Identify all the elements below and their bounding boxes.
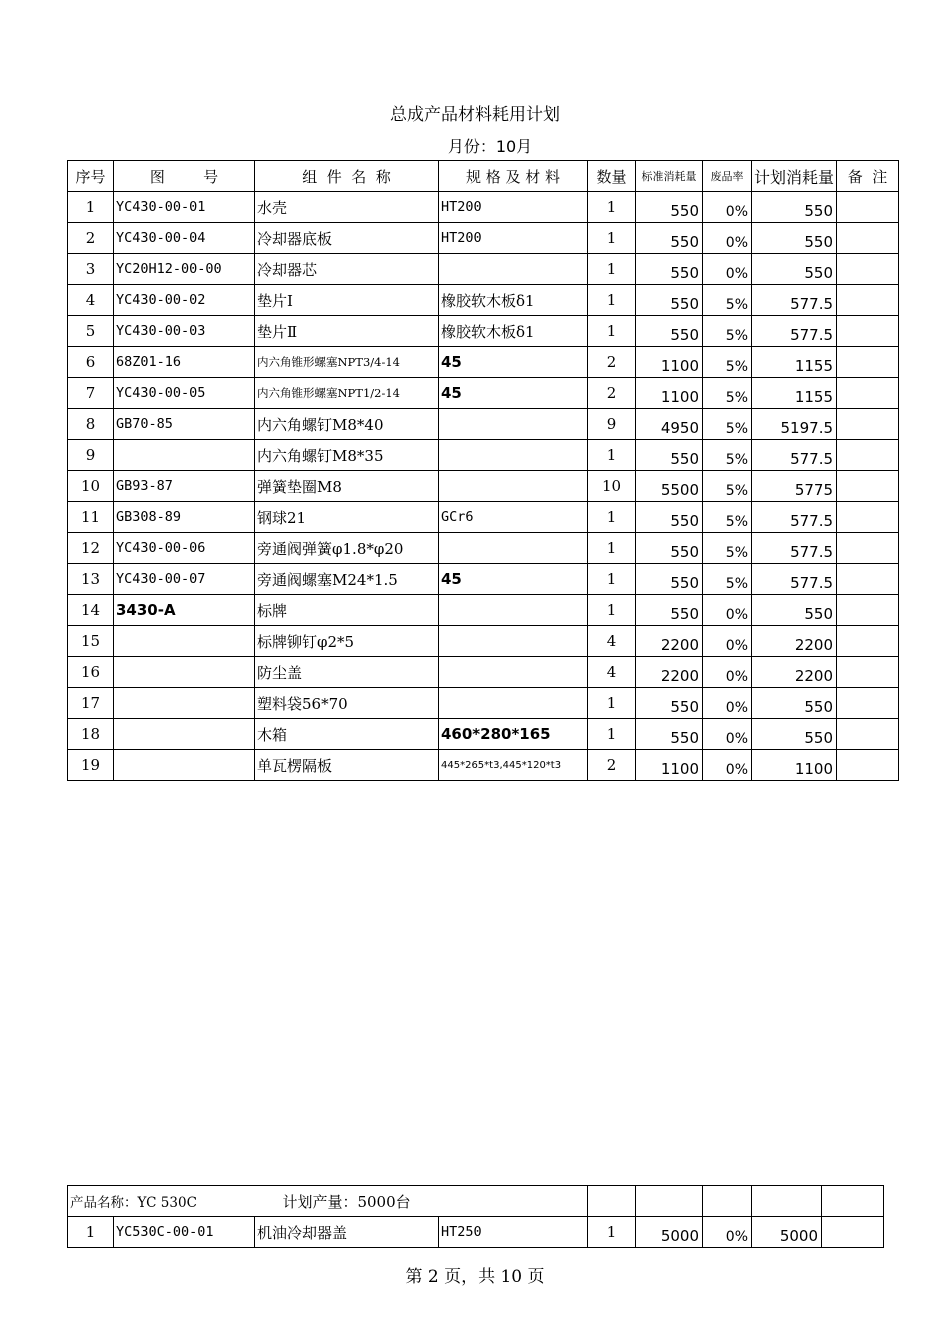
empty-cell [822,1186,884,1217]
cell-std: 1100 [636,750,703,781]
cell-scrap: 0% [703,657,752,688]
cell-note [837,378,899,409]
header-no: 序号 [68,161,114,192]
table-row [68,409,899,440]
cell-no: 5 [68,316,114,347]
cell-note [837,688,899,719]
cell-note [837,192,899,223]
cell-qty: 2 [588,750,636,781]
cell-note [837,316,899,347]
cell-scrap: 5% [703,347,752,378]
cell-note [837,750,899,781]
cell-plan: 5197.5 [752,409,837,440]
cell-no: 19 [68,750,114,781]
cell-note [837,595,899,626]
cell-note [837,409,899,440]
cell-note [837,502,899,533]
cell-drawing: YC20H12-00-00 [114,254,255,285]
cell-plan: 577.5 [752,285,837,316]
header-qty: 数量 [588,161,636,192]
table-row [68,254,899,285]
cell-qty: 9 [588,409,636,440]
cell-spec: 445*265*t3,445*120*t3 [439,750,588,781]
cell-name: 旁通阀螺塞M24*1.5 [255,564,439,595]
cell-note [837,440,899,471]
cell-spec [439,254,588,285]
cell-qty: 2 [588,378,636,409]
cell-scrap: 0% [703,626,752,657]
table-row [68,347,899,378]
cell-std: 550 [636,440,703,471]
cell-drawing: 68Z01-16 [114,347,255,378]
cell-drawing: YC530C-00-01 [114,1217,255,1248]
cell-note [837,533,899,564]
cell-std: 5000 [636,1217,703,1248]
cell-scrap: 0% [703,595,752,626]
cell-spec: HT200 [439,192,588,223]
product-name-label: 产品名称：YC 530C [70,1194,197,1211]
cell-no: 4 [68,285,114,316]
cell-no: 6 [68,347,114,378]
cell-name: 内六角锥形螺塞NPT1/2-14 [255,378,439,409]
cell-qty: 1 [588,595,636,626]
cell-name: 钢球21 [255,502,439,533]
cell-qty: 1 [588,285,636,316]
cell-std: 550 [636,223,703,254]
cell-drawing [114,626,255,657]
cell-spec: 橡胶软木板δ1 [439,316,588,347]
cell-scrap: 5% [703,564,752,595]
cell-no: 1 [68,192,114,223]
cell-std: 550 [636,595,703,626]
cell-name: 垫片Ⅰ [255,285,439,316]
cell-plan: 550 [752,254,837,285]
table-row [68,440,899,471]
cell-std: 550 [636,502,703,533]
cell-std: 1100 [636,347,703,378]
cell-name: 弹簧垫圈M8 [255,471,439,502]
cell-name: 机油冷却器盖 [255,1217,439,1248]
table-row [68,688,899,719]
cell-spec: 45 [439,564,588,595]
cell-name: 内六角螺钉M8*40 [255,409,439,440]
cell-note [822,1217,884,1248]
cell-drawing [114,750,255,781]
cell-plan: 577.5 [752,564,837,595]
cell-plan: 550 [752,192,837,223]
cell-qty: 1 [588,223,636,254]
cell-qty: 1 [588,1217,636,1248]
cell-name: 防尘盖 [255,657,439,688]
cell-spec [439,595,588,626]
cell-plan: 577.5 [752,502,837,533]
cell-qty: 1 [588,564,636,595]
cell-spec [439,533,588,564]
cell-scrap: 0% [703,750,752,781]
cell-scrap: 5% [703,533,752,564]
table-row [68,1217,884,1248]
cell-note [837,254,899,285]
cell-drawing: YC430-00-02 [114,285,255,316]
cell-qty: 1 [588,316,636,347]
cell-plan: 5775 [752,471,837,502]
cell-no: 9 [68,440,114,471]
cell-spec: GCr6 [439,502,588,533]
table-row [68,595,899,626]
next-product-header-row [68,1186,884,1217]
cell-scrap: 0% [703,1217,752,1248]
empty-cell [752,1186,822,1217]
table-row [68,564,899,595]
cell-spec [439,409,588,440]
cell-plan: 550 [752,719,837,750]
cell-std: 2200 [636,657,703,688]
cell-note [837,564,899,595]
cell-note [837,223,899,254]
page-footer: 第 2 页，共 10 页 [405,1267,545,1287]
cell-qty: 2 [588,347,636,378]
cell-scrap: 0% [703,192,752,223]
cell-std: 2200 [636,626,703,657]
header-plan: 计划消耗量 [752,161,837,192]
next-product-info [68,1186,588,1217]
cell-scrap: 5% [703,471,752,502]
cell-plan: 577.5 [752,440,837,471]
header-name: 组 件 名 称 [255,161,439,192]
cell-name: 木箱 [255,719,439,750]
cell-scrap: 5% [703,440,752,471]
table-row [68,533,899,564]
cell-drawing: GB70-85 [114,409,255,440]
empty-cell [703,1186,752,1217]
cell-drawing [114,719,255,750]
cell-name: 标牌 [255,595,439,626]
cell-plan: 5000 [752,1217,822,1248]
cell-scrap: 5% [703,285,752,316]
table-row [68,285,899,316]
header-row [68,161,899,192]
cell-plan: 1155 [752,378,837,409]
cell-no: 17 [68,688,114,719]
cell-qty: 1 [588,688,636,719]
cell-spec [439,471,588,502]
month-label: 月份：10月 [447,137,533,156]
cell-plan: 2200 [752,626,837,657]
cell-scrap: 5% [703,502,752,533]
cell-qty: 1 [588,192,636,223]
cell-qty: 4 [588,626,636,657]
table-row [68,626,899,657]
table-row [68,192,899,223]
table-row [68,657,899,688]
cell-spec: 橡胶软木板δ1 [439,285,588,316]
cell-name: 单瓦楞隔板 [255,750,439,781]
cell-std: 550 [636,285,703,316]
document-title: 总成产品材料耗用计划 [390,105,560,125]
cell-drawing: YC430-00-07 [114,564,255,595]
next-product-table [67,1185,884,1248]
cell-no: 12 [68,533,114,564]
cell-spec: HT250 [439,1217,588,1248]
table-row [68,471,899,502]
cell-spec: 45 [439,347,588,378]
cell-drawing [114,688,255,719]
cell-drawing: YC430-00-05 [114,378,255,409]
cell-name: 标牌铆钉φ2*5 [255,626,439,657]
cell-scrap: 0% [703,688,752,719]
cell-scrap: 0% [703,223,752,254]
table-row [68,719,899,750]
cell-std: 550 [636,192,703,223]
cell-spec [439,440,588,471]
empty-cell [636,1186,703,1217]
cell-std: 550 [636,564,703,595]
cell-plan: 1155 [752,347,837,378]
cell-drawing: YC430-00-01 [114,192,255,223]
cell-drawing [114,440,255,471]
cell-std: 5500 [636,471,703,502]
cell-qty: 10 [588,471,636,502]
cell-std: 550 [636,719,703,750]
cell-drawing: YC430-00-04 [114,223,255,254]
cell-no: 14 [68,595,114,626]
table-row [68,316,899,347]
header-std: 标准消耗量 [636,161,703,192]
cell-note [837,471,899,502]
cell-std: 4950 [636,409,703,440]
cell-plan: 550 [752,223,837,254]
cell-spec [439,688,588,719]
cell-name: 垫片Ⅱ [255,316,439,347]
cell-name: 冷却器底板 [255,223,439,254]
cell-no: 7 [68,378,114,409]
cell-name: 旁通阀弹簧φ1.8*φ20 [255,533,439,564]
cell-drawing: YC430-00-03 [114,316,255,347]
cell-scrap: 5% [703,316,752,347]
cell-drawing: YC430-00-06 [114,533,255,564]
cell-drawing: GB93-87 [114,471,255,502]
cell-no: 8 [68,409,114,440]
cell-no: 18 [68,719,114,750]
cell-drawing [114,657,255,688]
header-drawing: 图 号 [114,161,255,192]
cell-scrap: 0% [703,719,752,750]
cell-plan: 2200 [752,657,837,688]
cell-qty: 1 [588,254,636,285]
cell-std: 1100 [636,378,703,409]
cell-no: 11 [68,502,114,533]
cell-note [837,657,899,688]
cell-scrap: 5% [703,378,752,409]
materials-table [67,160,899,781]
cell-plan: 577.5 [752,533,837,564]
table-row [68,223,899,254]
table-row [68,750,899,781]
cell-spec: 460*280*165 [439,719,588,750]
cell-std: 550 [636,533,703,564]
cell-scrap: 5% [703,409,752,440]
plan-output-label: 计划产量：5000台 [282,1192,411,1211]
cell-std: 550 [636,688,703,719]
cell-drawing: 3430-A [114,595,255,626]
cell-no: 2 [68,223,114,254]
cell-note [837,285,899,316]
cell-qty: 1 [588,440,636,471]
cell-no: 3 [68,254,114,285]
cell-qty: 1 [588,533,636,564]
cell-qty: 1 [588,719,636,750]
cell-plan: 550 [752,688,837,719]
cell-name: 内六角锥形螺塞NPT3/4-14 [255,347,439,378]
cell-name: 冷却器芯 [255,254,439,285]
cell-name: 水壳 [255,192,439,223]
cell-drawing: GB308-89 [114,502,255,533]
cell-no: 13 [68,564,114,595]
cell-plan: 1100 [752,750,837,781]
cell-no: 16 [68,657,114,688]
cell-spec: 45 [439,378,588,409]
header-scrap: 废品率 [703,161,752,192]
cell-spec [439,657,588,688]
cell-std: 550 [636,316,703,347]
cell-note [837,719,899,750]
cell-spec [439,626,588,657]
cell-qty: 4 [588,657,636,688]
cell-scrap: 0% [703,254,752,285]
empty-cell [588,1186,636,1217]
cell-plan: 577.5 [752,316,837,347]
table-row [68,378,899,409]
table-row [68,502,899,533]
cell-qty: 1 [588,502,636,533]
cell-note [837,626,899,657]
header-note: 备 注 [837,161,899,192]
cell-name: 内六角螺钉M8*35 [255,440,439,471]
header-spec: 规 格 及 材 料 [439,161,588,192]
cell-name: 塑料袋56*70 [255,688,439,719]
cell-spec: HT200 [439,223,588,254]
cell-no: 1 [68,1217,114,1248]
cell-plan: 550 [752,595,837,626]
cell-no: 15 [68,626,114,657]
cell-note [837,347,899,378]
cell-std: 550 [636,254,703,285]
cell-no: 10 [68,471,114,502]
materials-table-body [68,161,899,781]
